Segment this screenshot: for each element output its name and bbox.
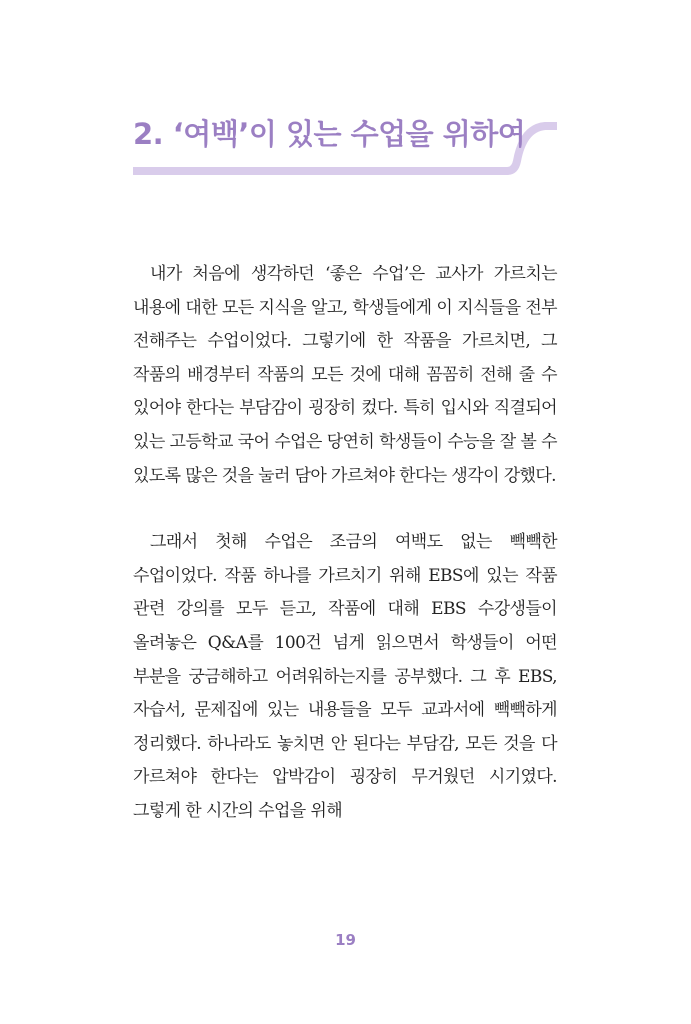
body-text [133,258,557,829]
paragraph-1: 내가 처음에 생각하던 ‘좋은 수업’은 교사가 가르치는 내용에 대한 모든 지식을 알고, 학생들에게 이 지식들을 전부 전해주는 수업이었다. 그렇기에 한 작품을 가르치면, 그 작품의 배경부터 작품의 모든 것에 대해 꼼꼼히 전해 줄 수 있어야 한다는 부담감이 굉장히 컸다. 특히 입시와 직결되어 있는 고등학교 국어 수업은 당연히 학생들이 수능을 잘 볼 수 있도록 많은 것을 눌러 담아 가르쳐야 한다는 생각이 강했다. [133,264,557,486]
paragraph-2: 그래서 첫해 수업은 조금의 여백도 없는 빽빽한 수업이었다. 작품 하나를 가르치기 위해 EBS에 있는 작품 관련 강의를 모두 듣고, 작품에 대해 EBS 수강생들이 올려놓은 Q&A를 100건 넘게 읽으면서 학생들이 어떤 부분을 궁금해하고 어려워하는지를 공부했다. 그 후 EBS, 자습서, 문제집에 있는 내용들을 모두 교과서에 빽빽하게 정리했다. 하나라도 놓치면 안 된다는 부담감, 모든 것을 다 가르쳐야 한다는 압박감이 굉장히 무거웠던 시기였다. 그렇게 한 시간의 수업을 위해 [133,532,557,821]
chapter-title: 2. ‘여백’이 있는 수업을 위하여 [133,117,526,151]
page-number: 19 [335,931,356,949]
chapter-heading [133,108,557,178]
